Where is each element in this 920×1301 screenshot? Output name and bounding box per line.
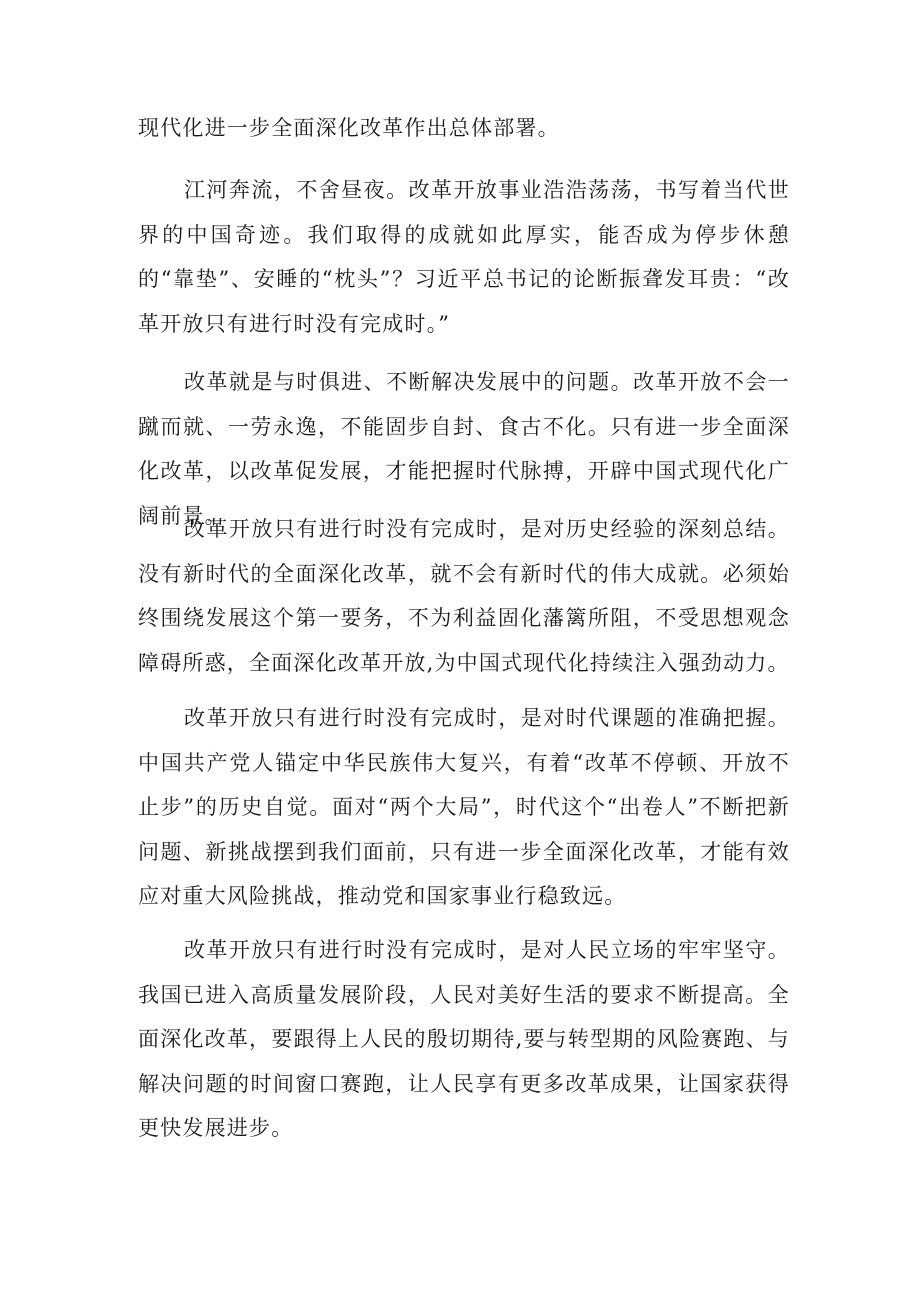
paragraph-people-stance: 改革开放只有进行时没有完成时，是对人民立场的牢牢坚守。我国已进入高质量发展阶段，人民对美好生活的要求不断提高。全面深化改革，要跟得上人民的殷切期待,要与转型期的风险赛跑、与解决问题的时间窗口赛跑，让人民享有更多改革成果，让国家获得更快发展进步。 <box>138 938 790 1140</box>
paragraph-rivers-flow: 江河奔流，不舍昼夜。改革开放事业浩浩荡荡，书写着当代世界的中国奇迹。我们取得的成就如此厚实，能否成为停步休憩的“靠垫”、安睡的“枕头”？习近平总书记的论断振聋发耳贵：“改革开放只有进行时没有完成时。” <box>138 178 790 336</box>
paragraph-reform-keeps-pace: 改革就是与时俱进、不断解决发展中的问题。改革开放不会一蹴而就、一劳永逸，不能固步自封、食古不化。只有进一步全面深化改革，以改革促发展，才能把握时代脉搏，开辟中国式现代化广阔前景。 <box>138 370 790 528</box>
paragraph-continuation: 现代化进一步全面深化改革作出总体部署。 <box>138 116 560 140</box>
paragraph-era-topic: 改革开放只有进行时没有完成时，是对时代课题的准确把握。中国共产党人锚定中华民族伟大复兴，有着“改革不停顿、开放不止步”的历史自觉。面对“两个大局”，时代这个“出卷人”不断把新问题、新挑战摆到我们面前，只有进一步全面深化改革，才能有效应对重大风险挑战，推动党和国家事业行稳致远。 <box>138 706 790 908</box>
paragraph-historical-experience: 改革开放只有进行时没有完成时，是对历史经验的深刻总结。没有新时代的全面深化改革，就不会有新时代的伟大成就。必须始终围绕发展这个第一要务，不为利益固化藩篱所阻，不受思想观念障碍所惑，全面深化改革开放,为中国式现代化持续注入强劲动力。 <box>138 517 790 675</box>
